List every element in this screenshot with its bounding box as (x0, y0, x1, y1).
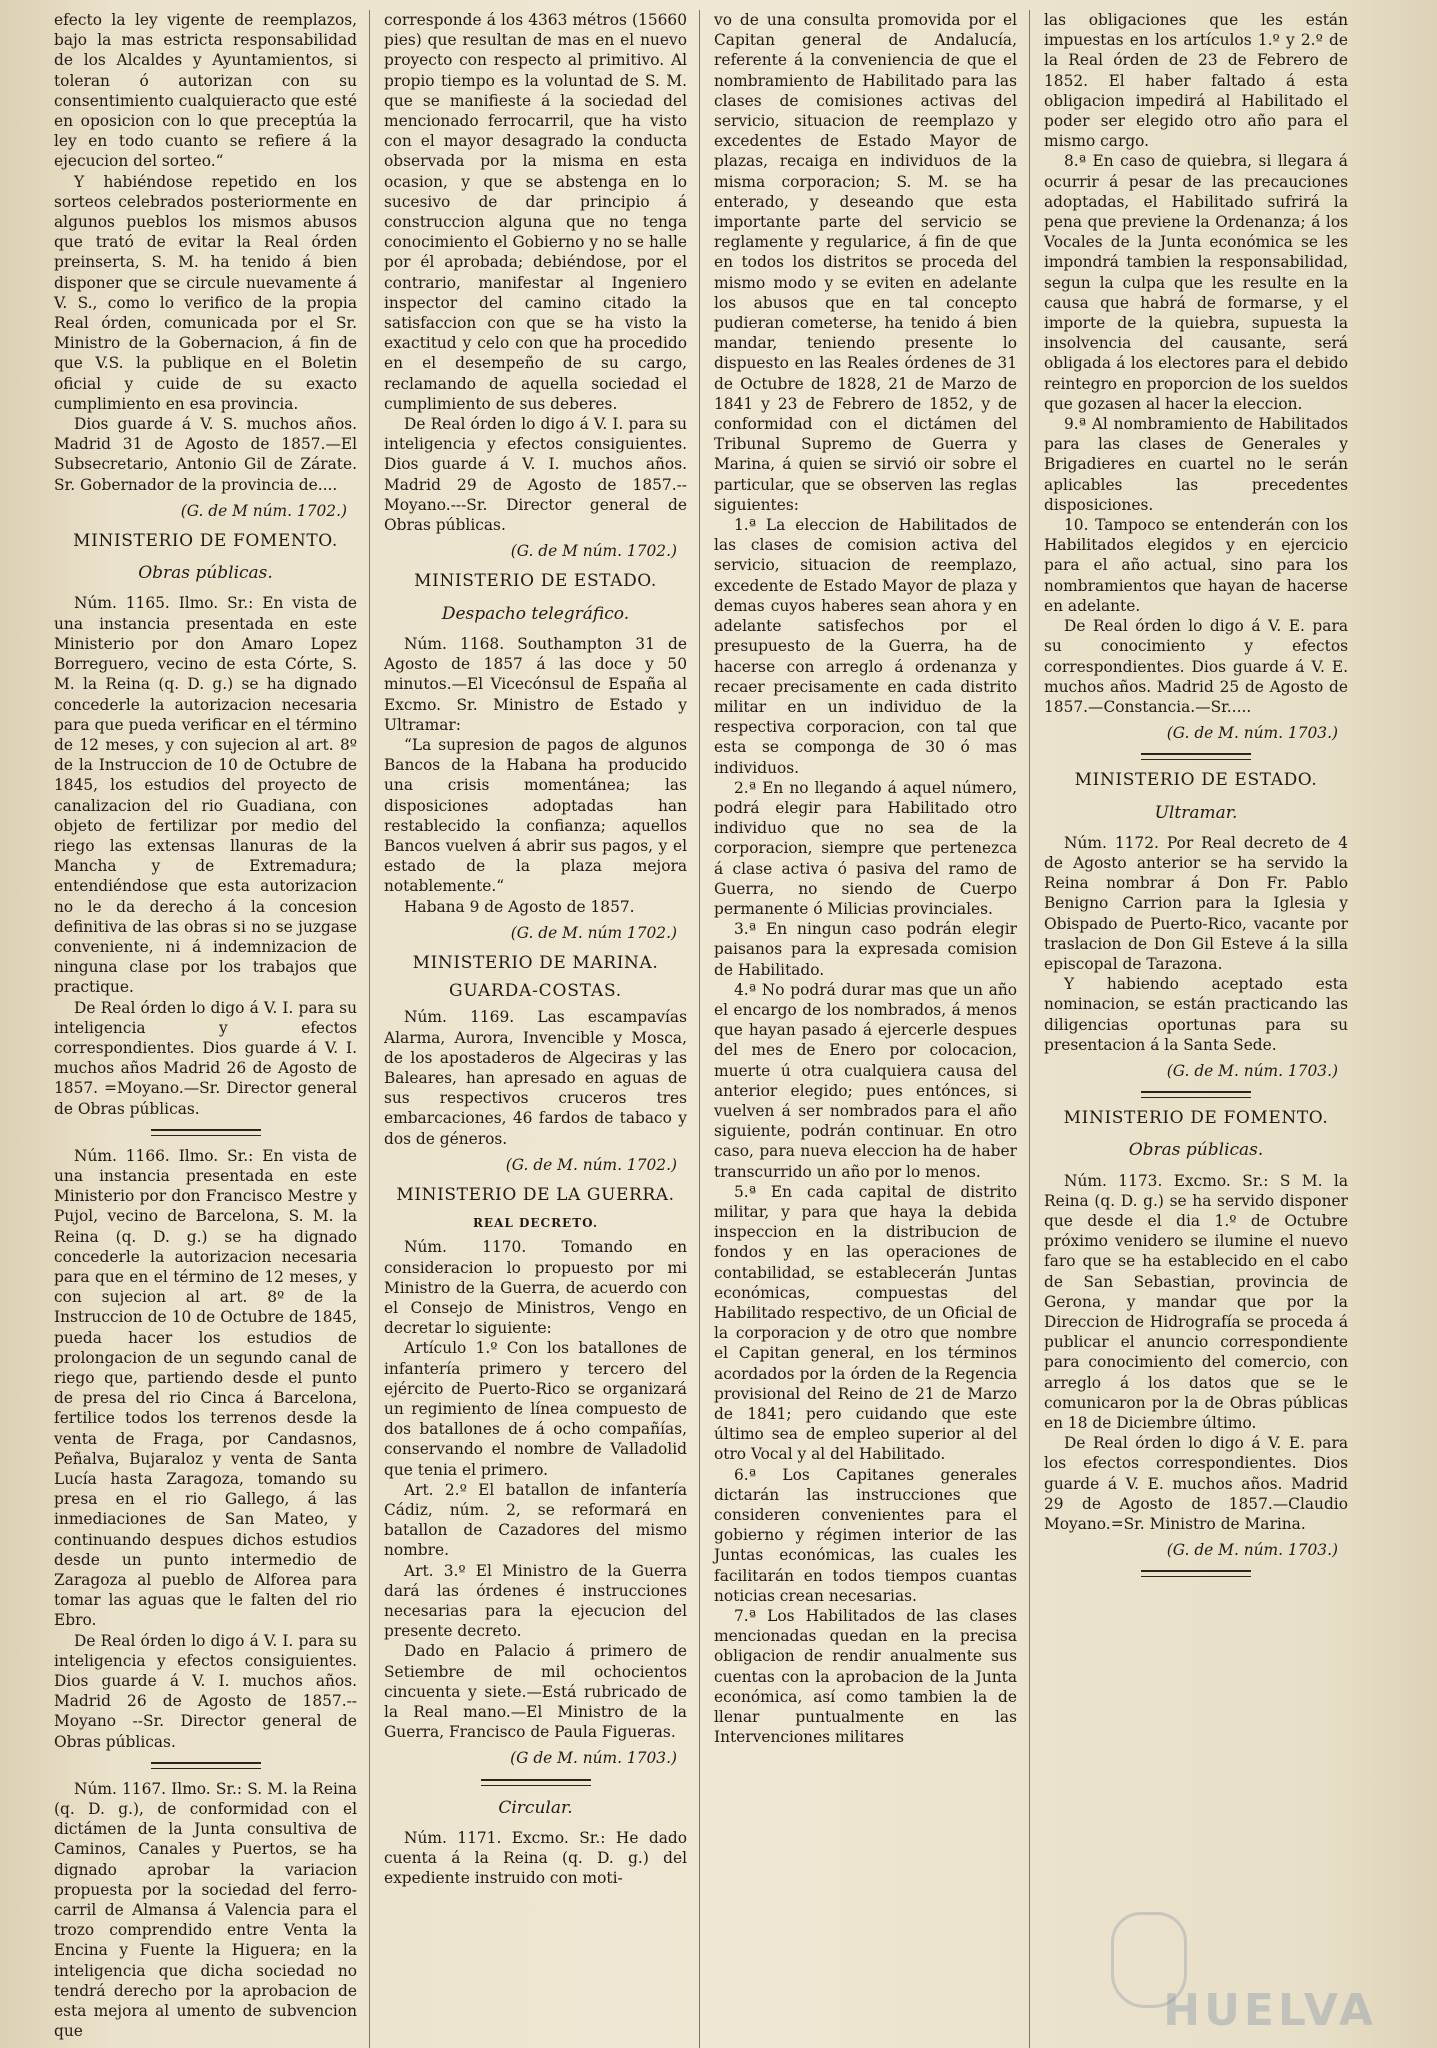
decree-label: REAL DECRETO. (472, 1216, 599, 1231)
paragraph: Y habiéndose repetido en los sorteos celebrados posteriormente en algunos pueblos los mismos abusos que trató de evitar la Real órden preinserta, S. M. ha tenido á bien disponer que se circule nuevamente á V. S., como lo verifico de la propia Real órden, comunicada por el Sr. Ministro de la Gobernacion, á fin de que V.S. la publique en el Boletin oficial y cuide de su exacto cumplimiento en esa provincia. (54, 172, 357, 413)
watermark-stamp: HUELVA (1163, 1985, 1377, 2036)
column-3 (700, 10, 1030, 2048)
paragraph: Núm. 1170. Tomando en consideracion lo propuesto por mi Ministro de la Guerra, de acuerdo con el Consejo de Ministros, Vengo en decretar lo siguiente: (384, 1238, 687, 1338)
section-subtitle: Ultramar. (1154, 802, 1238, 823)
paragraph: corresponde á los 4363 métros (15660 pies) que resultan de mas en el nuevo proyecto con respecto al primitivo. Al propio tiempo es la voluntad de S. M. que se manifieste á la sociedad del mencionado ferrocarril, que ha visto con el mayor desagrado la conducta observada por la misma en esta ocasion, y que se abstenga en lo sucesivo de dar principio á construccion alguna que no tenga conocimiento el Gobierno y no se halle por él aprobada; debiéndose, por el contrario, manifestar al Ingeniero inspector del camino citado la satisfaccion con que se ha visto la exactitud y celo con que ha procedido en el desempeño de su cargo, reclamando de aquella sociedad el cumplimiento de sus deberes. (384, 11, 687, 413)
columns (40, 10, 1417, 2048)
gazette-reference: (G de M. núm. 1703.) (510, 1749, 677, 1768)
divider-rule (481, 1779, 591, 1786)
section-heading: MINISTERIO DE ESTADO. (1074, 770, 1318, 791)
gazette-reference: (G. de M núm. 1702.) (510, 542, 677, 561)
paragraph: Art. 2.º El batallon de infantería Cádiz, núm. 2, se reformará en batallon de Cazadores del mismo nombre. (384, 1480, 687, 1560)
paragraph: Núm. 1169. Las escampavías Alarma, Aurora, Invencible y Mosca, de los apostaderos de Algeciras y las Baleares, han apresado en aguas de sus respectivos cruceros tres embarcaciones, 46 fardos de tabaco y dos de géneros. (384, 1008, 687, 1148)
paragraph: De Real órden lo digo á V. I. para su inteligencia y efectos consiguientes. Dios guarde á V. I. muchos años. Madrid 29 de Agosto de 1857.--Moyano.---Sr. Director general de Obras públicas. (384, 415, 687, 535)
paragraph: Y habiendo aceptado esta nominacion, se están practicando las diligencias oportunas para su presentacion á la Santa Sede. (1044, 975, 1348, 1054)
subsection-heading: GUARDA-COSTAS. (448, 981, 623, 1002)
paragraph: De Real órden lo digo á V. E. para los efectos correspondientes. Dios guarde á V. E. muchos años. Madrid 29 de Agosto de 1857.—Claudio Moyano.=Sr. Ministro de Marina. (1044, 1434, 1348, 1534)
column-4 (1030, 10, 1360, 2048)
paragraph: 1.ª La eleccion de Habilitados de las clases de comision activa del servicio, situacion de reemplazo, excedente de Estado Mayor de plaza y demas cuyos haberes sean ahora y en adelante satisfechos por el presupuesto de la Guerra, ha de hacerse con arreglo á ordenanza y recaer precisamente en cada distrito militar en un individuo de la respectiva corporacion, con tal que esta se componga de 30 ó mas individuos. (714, 516, 1017, 777)
paragraph: 3.ª En ningun caso podrán elegir paisanos para la expresada comision de Habilitado. (714, 920, 1017, 979)
gazette-reference: (G. de M. núm. 1703.) (1166, 724, 1338, 743)
gazette-reference: (G. de M. núm. 1702.) (505, 1155, 677, 1174)
paragraph: Núm. 1168. Southampton 31 de Agosto de 1857 á las doce y 50 minutos.—El Vicecónsul de España al Excmo. Sr. Ministro de Estado y Ultramar: (384, 634, 687, 734)
gazette-reference: (G. de M núm. 1702.) (180, 501, 347, 520)
section-heading: MINISTERIO DE ESTADO. (414, 571, 657, 592)
paragraph: 4.ª No podrá durar mas que un año el encargo de los nombrados, á menos que hayan pasado á ejercerle despues del mes de Enero por colocacion, muerte ú otra cualquiera causa del anterior elegido; pues entónces, si vuelven á ser nombrados para el año siguiente, podrán continuar. En otro caso, para nueva eleccion ha de haber transcurrido un año por lo menos. (714, 980, 1017, 1181)
gazette-reference: (G. de M. núm. 1703.) (1166, 1061, 1338, 1080)
paragraph: Dios guarde á V. S. muchos años. Madrid 31 de Agosto de 1857.—El Subsecretario, Antonio Gil de Zárate. Sr. Gobernador de la provincia de.... (54, 415, 357, 494)
section-heading: MINISTERIO DE FOMENTO. (73, 531, 338, 552)
paragraph: 8.ª En caso de quiebra, si llegara á ocurrir á pesar de las precauciones adoptadas, el Habilitado sufrirá la pena que previene la Ordenanza; á los Vocales de la Junta económica se les impondrá tambien la responsabilidad, segun la culpa que les resulte en la causa que habrá de formarse, y el importe de la quiebra, supuesta la insolvencia del causante, será obligada á los electores para el debido reintegro en proporcion de los sueldos que gozasen al hacer la eleccion. (1044, 152, 1348, 413)
paragraph: Núm. 1173. Excmo. Sr.: S M. la Reina (q. D. g.) se ha servido disponer que desde el dia 1.º de Octubre próximo venidero se ilumine el nuevo faro que se ha establecido en el cabo de San Sebastian, provincia de Gerona, y mandar que por la Direccion de Hidrografía se proceda á publicar el anuncio correspondiente para conocimiento del comercio, con arreglo á los datos que se le comunicaron por la de Obras públicas en 18 de Diciembre último. (1044, 1171, 1348, 1432)
paragraph: De Real órden lo digo á V. I. para su inteligencia y efectos correspondientes. Dios guarde á V. I. muchos años Madrid 26 de Agosto de 1857. =Moyano.—Sr. Director general de Obras públicas. (54, 998, 357, 1118)
paragraph: Núm. 1172. Por Real decreto de 4 de Agosto anterior se ha servido la Reina nombrar á Don Fr. Pablo Benigno Carrion para la Iglesia y Obispado de Puerto-Rico, vacante por traslacion de Don Gil Esteve á la silla episcopal de Tarazona. (1044, 833, 1348, 973)
divider-rule (1141, 1091, 1251, 1098)
divider-rule (151, 1762, 261, 1769)
paragraph: vo de una consulta promovida por el Capitan general de Andalucía, referente á la conveniencia de que el nombramiento de Habilitado para las clases de comisiones activas del servicio, situacion de reemplazo y excedentes de Estado Mayor de plazas, recaiga en individuos de la misma corporacion; S. M. se ha enterado, y deseando que esta importante parte del servicio se reglamente y regularice, á fin de que en todos los distritos se proceda del mismo modo y se eviten en adelante los abusos que en tal concepto pudieran cometerse, ha tenido á bien mandar, teniendo presente lo dispuesto en las Reales órdenes de 31 de Octubre de 1828, 21 de Marzo de 1841 y 23 de Febrero de 1852, y de conformidad con el dictámen del Tribunal Supremo de Guerra y Marina, á quien se sirvió oir sobre el particular, que se observen las reglas siguientes: (714, 11, 1017, 514)
paragraph: 9.ª Al nombramiento de Habilitados para las clases de Generales y Brigadieres en cuartel no le serán aplicables las precedentes disposiciones. (1044, 415, 1348, 514)
paragraph: “La supresion de pagos de algunos Bancos de la Habana ha producido una crisis momentánea; las disposiciones adoptadas han restablecido la confianza; aquellos Bancos vuelven á abrir sus pagos, y el estado de la plaza mejora notablemente.“ (384, 735, 687, 896)
paragraph: las obligaciones que les están impuestas en los artículos 1.º y 2.º de la Real órden de 23 de Febrero de 1852. El haber faltado á esta obligacion impedirá al Habilitado el poder ser elegido otro año para el mismo cargo. (1044, 11, 1348, 151)
gazette-reference: (G. de M. núm 1702.) (510, 923, 677, 942)
paragraph: Dado en Palacio á primero de Setiembre de mil ochocientos cincuenta y siete.—Está rubricado de la Real mano.—El Ministro de la Guerra, Francisco de Paula Figueras. (384, 1642, 687, 1742)
paragraph: Núm. 1165. Ilmo. Sr.: En vista de una instancia presentada en este Ministerio por don Amaro Lopez Borreguero, vecino de esta Córte, S. M. la Reina (q. D. g.) se ha dignado concederle la autorizacion necesaria para que pueda verificar en el término de 12 meses, y con sujecion al art. 8º de la Instruccion de 10 de Octubre de 1845, los estudios del proyecto de canalizacion del rio Guadiana, con objeto de fertilizar por medio del riego las extensas llanuras de la Mancha y de Extremadura; entendiéndose que esta autorizacion no le da derecho á la concesion definitiva de las obras si no se juzgase conveniente, ni á indemnizacion de ninguna clase por los trabajos que practique. (54, 594, 357, 997)
paragraph: 6.ª Los Capitanes generales dictarán las instrucciones que consideren convenientes para el gobierno y régimen interior de las Juntas económicas, las cuales les facilitarán en todos tiempos cuantas noticias crean necesarias. (714, 1465, 1017, 1605)
paragraph: 7.ª Los Habilitados de las clases mencionadas quedan en la precisa obligacion de rendir anualmente sus cuentas con la aprobacion de la Junta económica, así como tambien la de llenar puntualmente en las Intervenciones militares (714, 1607, 1017, 1747)
paragraph: De Real órden lo digo á V. I. para su inteligencia y efectos consiguientes. Dios guarde á V. I. muchos años. Madrid 26 de Agosto de 1857.--Moyano --Sr. Director general de Obras públicas. (54, 1631, 357, 1751)
paragraph: 2.ª En no llegando á aquel número, podrá elegir para Habilitado otro individuo que no sea de la corporacion, siempre que pertenezca á clase activa ó pasiva del ramo de Guerra, no siendo de Cuerpo permanente ó Milicias provinciales. (714, 778, 1017, 918)
paragraph: Núm. 1166. Ilmo. Sr.: En vista de una instancia presentada en este Ministerio por don Francisco Mestre y Pujol, vecino de Barcelona, S. M. la Reina (q. D. g.) se ha dignado concederle la autorizacion necesaria para que en el término de 12 meses, y con sujecion al art. 8º de la Instruccion de 10 de Octubre de 1845, pueda hacer los estudios de prolongacion de un segundo canal de riego que, partiendo desde el punto de presa del rio Cinca á Barcelona, fertilice todos los terrenos desde la venta de Fraga, por Candasnos, Peñalva, Bujaraloz y venta de Santa Lucía hasta Zaragoza, tomando su presa en el rio Gallego, á las inmediaciones de San Mateo, y continuando despues dichos estudios desde un punto intermedio de Zaragoza al pueblo de Alforea para tomar las aguas que le falten del rio Ebro. (54, 1146, 357, 1630)
paragraph: Núm. 1167. Ilmo. Sr.: S. M. la Reina (q. D. g.), de conformidad con el dictámen de la Junta consultiva de Caminos, Canales y Puertos, se ha dignado aprobar la variacion propuesta por la sociedad del ferro-carril de Almansa á Valencia para el trozo comprendido entre Venta la Encina y Fuente la Higuera; en la inteligencia que dicha sociedad no tendrá derecho por la aprobacion de esta mejora al umento de subvencion que (54, 1779, 357, 2041)
paragraph: Habana 9 de Agosto de 1857. (404, 897, 635, 916)
paragraph: Art. 3.º El Ministro de la Guerra dará las órdenes é instrucciones necesarias para la ejecucion del presente decreto. (384, 1561, 687, 1641)
divider-rule (1141, 753, 1251, 760)
gazette-reference: (G. de M. núm. 1703.) (1166, 1541, 1338, 1560)
paragraph: Núm. 1171. Excmo. Sr.: He dado cuenta á la Reina (q. D. g.) del expediente instruido con moti- (384, 1828, 687, 1888)
section-heading: MINISTERIO DE MARINA. (412, 952, 659, 973)
section-heading: MINISTERIO DE FOMENTO. (1063, 1108, 1329, 1129)
column-2 (370, 10, 700, 2048)
section-subtitle: Despacho telegráfico. (441, 603, 630, 624)
section-heading: MINISTERIO DE LA GUERRA. (396, 1184, 675, 1205)
paragraph: De Real órden lo digo á V. E. para su conocimiento y efectos correspondientes. Dios guarde á V. E. muchos años. Madrid 25 de Agosto de 1857.—Constancia.—Sr..... (1044, 617, 1348, 716)
column-1 (40, 10, 370, 2048)
section-subtitle: Circular. (498, 1797, 573, 1818)
paragraph: Artículo 1.º Con los batallones de infantería primero y tercero del ejército de Puerto-Rico se organizará un regimiento de línea compuesto de dos batallones de á ocho compañías, conservando el nombre de Valladolid que tenia el primero. (384, 1339, 687, 1479)
paragraph: 5.ª En cada capital de distrito militar, y para que haya la debida inspeccion en la distribucion de fondos y en las operaciones de contabilidad, se establecerán Juntas económicas, compuestas del Habilitado respectivo, de un Oficial de la corporacion y de otro que nombre el Capitan general, en los términos acordados por la órden de la Regencia provisional del Reino de 21 de Marzo de 1841; pero cuidando que este último sea de empleo superior al del otro Vocal y al del Habilitado. (714, 1182, 1017, 1464)
section-subtitle: Obras públicas. (138, 563, 273, 584)
paragraph: 10. Tampoco se entenderán con los Habilitados elegidos y en ejercicio para el año actual, sino para los nombramientos que hayan de hacerse en adelante. (1044, 516, 1348, 615)
divider-rule (1141, 1570, 1251, 1577)
divider-rule (151, 1129, 261, 1136)
paragraph: efecto la ley vigente de reemplazos, bajo la mas estricta responsabilidad de los Alcaldes y Ayuntamientos, si toleran ó autorizan con su consentimiento cualquieracto que esté en oposicion con lo que preceptúa la ley en todo cuanto se refiere á la ejecucion del sorteo.“ (54, 11, 357, 171)
section-subtitle: Obras públicas. (1128, 1140, 1264, 1161)
